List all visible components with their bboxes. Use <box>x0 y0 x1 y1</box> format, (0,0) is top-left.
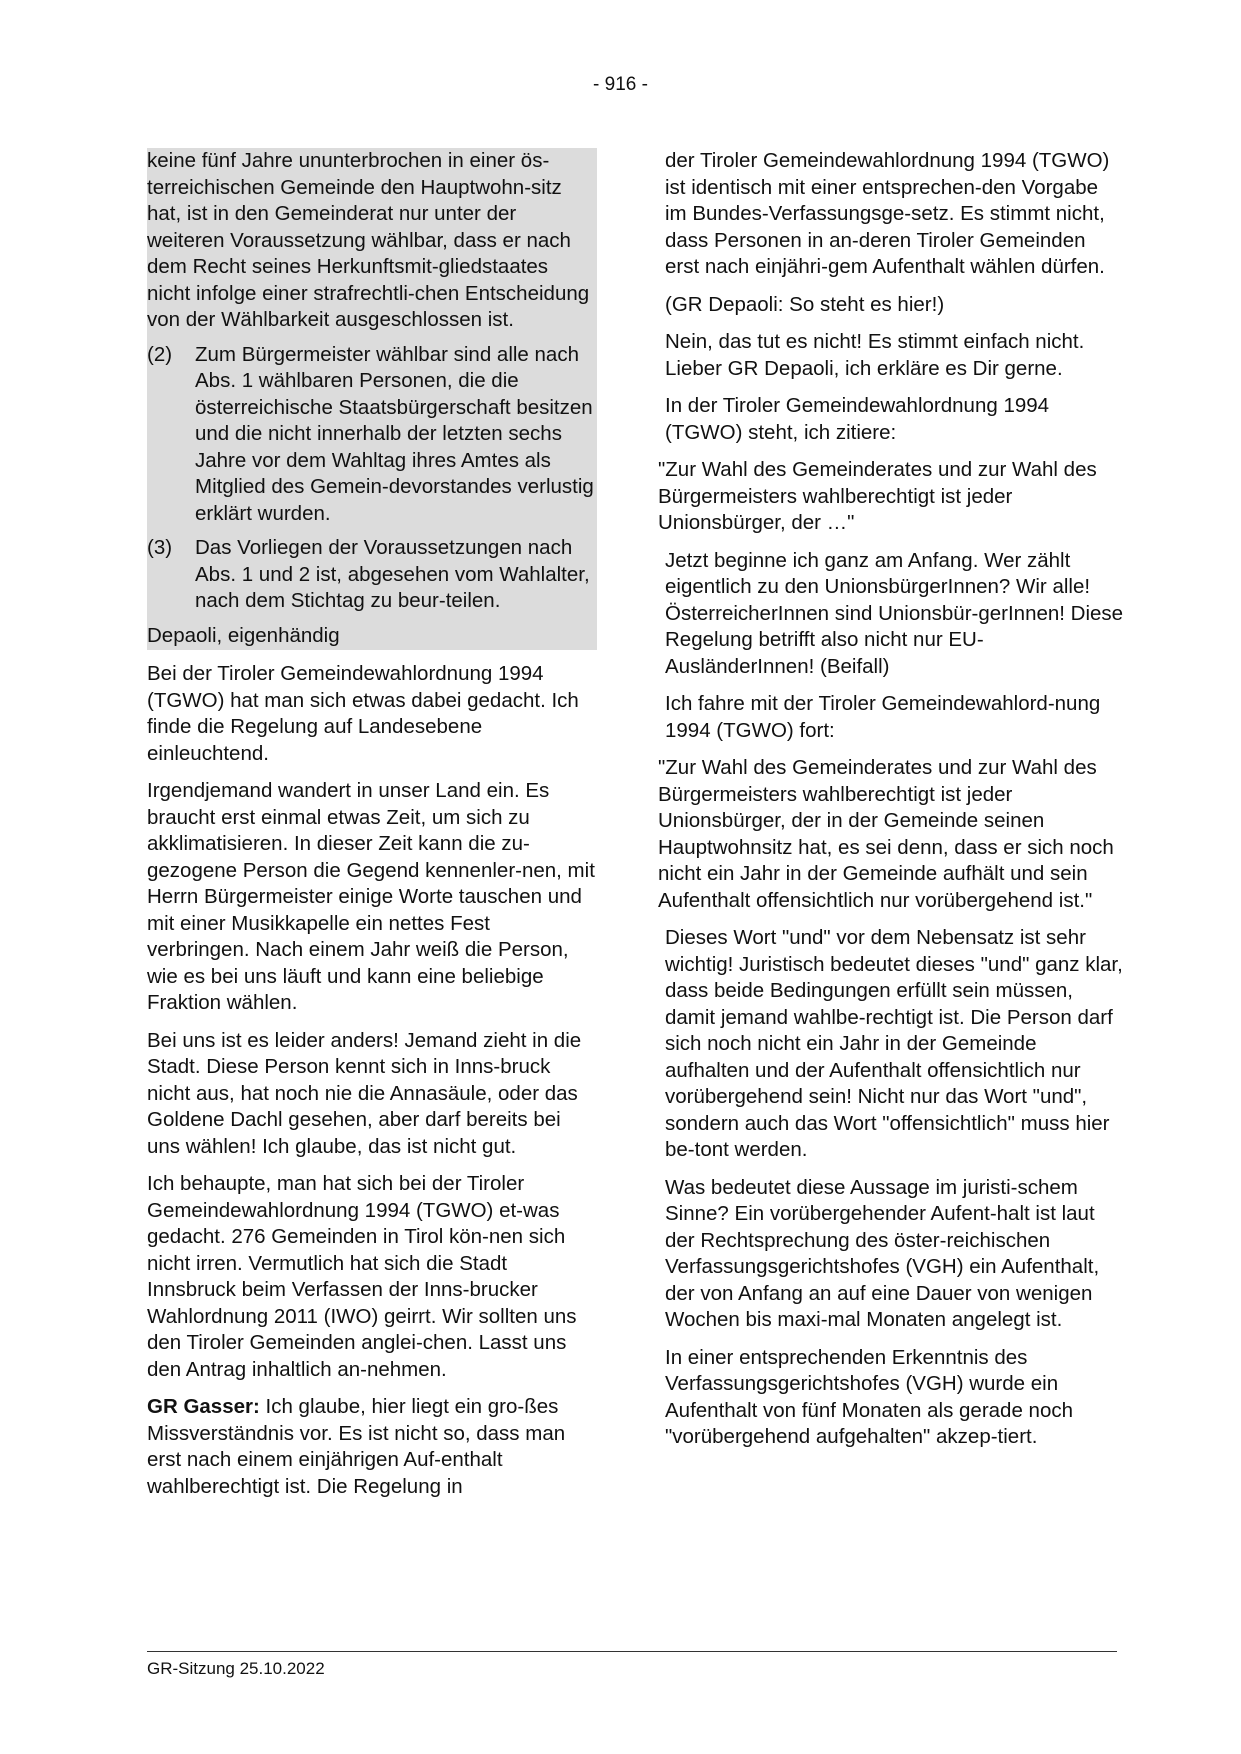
right-column <box>658 148 1125 1462</box>
footer-text: GR-Sitzung 25.10.2022 <box>147 1659 325 1678</box>
speaker-text: Ich glaube, hier liegt ein gro-ßes Missverständnis vor. Es ist nicht so, dass man erst nach einem einjährigen Auf-enthalt wahlberechtigt ist. Die Regelung in <box>147 1395 566 1498</box>
paragraph: Ich behaupte, man hat sich bei der Tiroler Gemeindewahlordnung 1994 (TGWO) et-was gedacht. 276 Gemeinden in Tirol kön-nen sich nicht irren. Vermutlich hat sich die Stadt Innsbruck beim Verfassen der Inns-brucker Wahlordnung 2011 (IWO) geirrt. Wir sollten uns den Tiroler Gemeinden anglei-chen. Lasst uns den Antrag inhaltlich an-nehmen. <box>147 1172 577 1381</box>
quote-item-2 <box>147 342 597 528</box>
paragraph: Bei der Tiroler Gemeindewahlordnung 1994 (TGWO) hat man sich etwas dabei gedacht. Ich finde die Regelung auf Landesebene einleuchtend. <box>147 662 579 765</box>
item-text: Zum Bürgermeister wählbar sind alle nach Abs. 1 wählbaren Personen, die die österreichische Staatsbürgerschaft besitzen und die nicht innerhalb der letzten sechs Jahre vor dem Wahltag ihres Amtes als Mitglied des Gemein-devorstandes verlustig erklärt wurden. <box>195 342 594 525</box>
signature: Depaoli, eigenhändig <box>147 623 340 647</box>
paragraph: Bei uns ist es leider anders! Jemand zieht in die Stadt. Diese Person kennt sich in Inns-bruck nicht aus, hat noch nie die Annasäule, oder das Goldene Dachl gesehen, aber darf bereits bei uns wählen! Ich glaube, das ist nicht gut. <box>147 1028 582 1158</box>
quoted-regulation-box <box>147 148 597 650</box>
paragraph: Dieses Wort "und" vor dem Nebensatz ist sehr wichtig! Juristisch bedeutet dieses "und" ganz klar, dass beide Bedingungen erfüllt sein müssen, damit jemand wahlbe-rechtigt ist. Die Person darf sich noch nicht ein Jahr in der Gemeinde aufhalten und der Aufenthalt offensichtlich nur vorübergehend sein! Nicht nur das Wort "und", sondern auch das Wort "offensichtlich" muss hier be-tont werden. <box>665 926 1123 1161</box>
footer-divider <box>147 1651 1117 1652</box>
quote-intro: keine fünf Jahre ununterbrochen in einer ös-terreichischen Gemeinde den Hauptwohn-sitz hat, ist in den Gemeinderat nur unter der weiteren Voraussetzung wählbar, dass er nach dem Recht seines Herkunftsmit-gliedstaates nicht infolge einer strafrechtli-chen Entscheidung von der Wählbarkeit ausgeschlossen ist. <box>147 149 590 331</box>
paragraph: Nein, das tut es nicht! Es stimmt einfach nicht. Lieber GR Depaoli, ich erkläre es Dir gerne. <box>665 330 1085 380</box>
interjection: (GR Depaoli: So steht es hier!) <box>665 292 945 316</box>
item-text: Das Vorliegen der Voraussetzungen nach Abs. 1 und 2 ist, abgesehen vom Wahlalter, nach dem Stichtag zu beur-teilen. <box>195 536 590 612</box>
paragraph: Ich fahre mit der Tiroler Gemeindewahlord-nung 1994 (TGWO) fort: <box>665 692 1101 742</box>
item-number: (2) <box>147 342 173 366</box>
speaker-paragraph <box>147 1394 597 1500</box>
paragraph: In einer entsprechenden Erkenntnis des Verfassungsgerichtshofes (VGH) wurde ein Aufenthalt von fünf Monaten als gerade noch "vorübergehend aufgehalten" akzep-tiert. <box>665 1345 1074 1448</box>
paragraph: der Tiroler Gemeindewahlordnung 1994 (TGWO) ist identisch mit einer entsprechen-den Vorgabe im Bundes-Verfassungsge-setz. Es stimmt nicht, dass Personen in an-deren Tiroler Gemeinden erst nach einjähri-gem Aufenthalt wählen dürfen. <box>665 149 1110 278</box>
left-column <box>147 148 597 1511</box>
quote-item-3 <box>147 535 597 615</box>
page-number: - 916 - <box>593 74 648 95</box>
paragraph: Jetzt beginne ich ganz am Anfang. Wer zählt eigentlich zu den UnionsbürgerInnen? Wir alle! ÖsterreicherInnen sind Unionsbür-gerInnen! Diese Regelung betrifft also nicht nur EU-AusländerInnen! (Beifall) <box>665 548 1124 678</box>
paragraph: Was bedeutet diese Aussage im juristi-schem Sinne? Ein vorübergehender Aufent-halt ist laut der Rechtsprechung des öster-reichischen Verfassungsgerichtshofes (VGH) ein Aufenthalt, der von Anfang an auf eine Dauer von wenigen Wochen bis maxi-mal Monaten angelegt ist. <box>665 1175 1100 1331</box>
citation: "Zur Wahl des Gemeinderates und zur Wahl des Bürgermeisters wahlberechtigt ist jeder Unionsbürger, der …" <box>658 458 1097 534</box>
speaker-name: GR Gasser: <box>147 1395 260 1418</box>
paragraph: Irgendjemand wandert in unser Land ein. Es braucht erst einmal etwas Zeit, um sich zu akklimatisieren. In dieser Zeit kann die zu-gezogene Person die Gegend kennenler-nen, mit Herrn Bürgermeister einige Worte tauschen und mit einer Musikkapelle ein nettes Fest verbringen. Nach einem Jahr weiß die Person, wie es bei uns läuft und kann eine beliebige Fraktion wählen. <box>147 779 595 1014</box>
item-number: (3) <box>147 536 173 559</box>
paragraph: In der Tiroler Gemeindewahlordnung 1994 (TGWO) steht, ich zitiere: <box>665 394 1050 444</box>
citation: "Zur Wahl des Gemeinderates und zur Wahl des Bürgermeisters wahlberechtigt ist jeder Unionsbürger, der in der Gemeinde seinen Hauptwohnsitz hat, es sei denn, dass er sich noch nicht ein Jahr in der Gemeinde aufhält und sein Aufenthalt offensichtlich nur vorübergehend ist." <box>658 756 1114 912</box>
